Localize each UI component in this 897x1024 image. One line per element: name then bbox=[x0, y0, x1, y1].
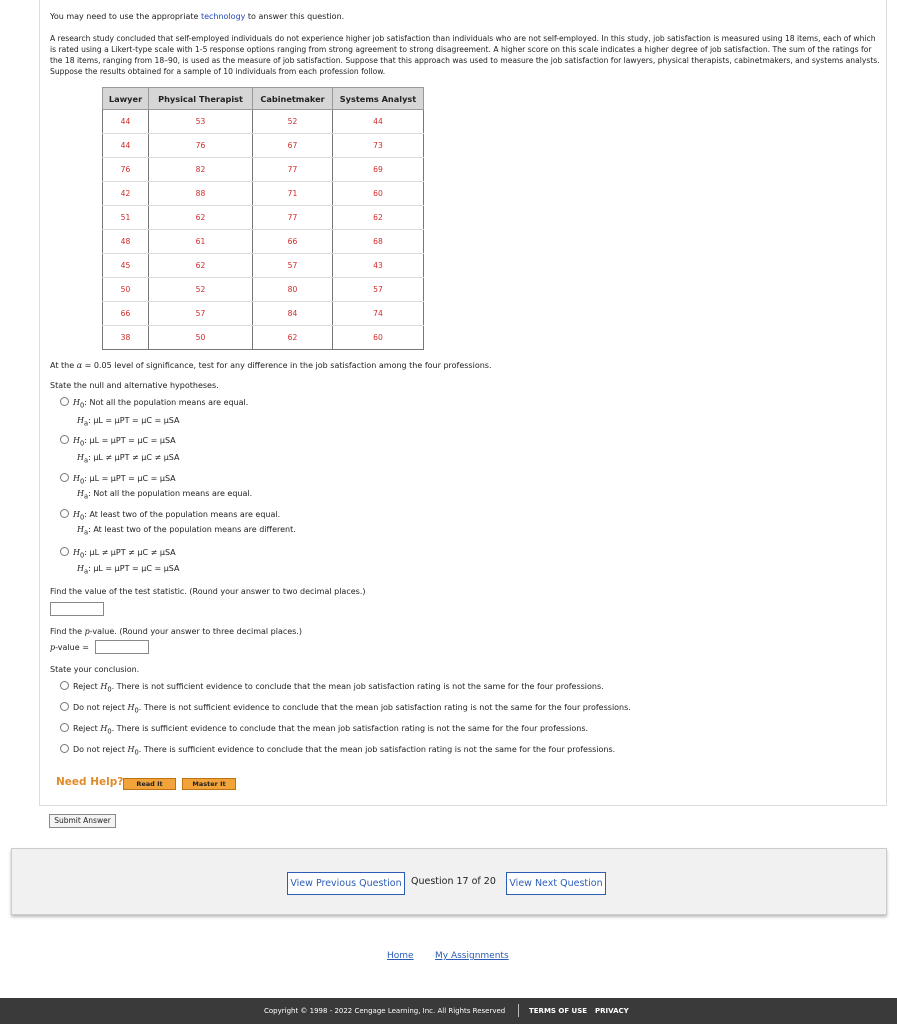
table-cell: 52 bbox=[253, 110, 333, 134]
intro-suffix: to answer this question. bbox=[247, 12, 345, 21]
question-body bbox=[50, 11, 880, 77]
question-paragraph: A research study concluded that self-employed individuals do not experience higher job satisfaction than individuals who are not self-employed. In this study, job satisfaction is measured using 18 items, each of which is rated using a Likert-type scale with 1-5 response options ranging from strong agreement to strong disagreement. A higher score on this scale indicates a higher degree of job satisfaction. The sum of the ratings for the 18 items, ranging from 18–90, is used as the measure of job satisfaction. Suppose that this approach was used to measure the job satisfaction for lawyers, physical therapists, cabinetmakers, and systems analysts. Suppose the results obtained for a sample of 10 individuals from each profession follow. bbox=[50, 34, 880, 76]
radio-button[interactable] bbox=[60, 397, 69, 406]
conclusion-option-1[interactable]: Reject $H_0$. There is not sufficient evidence to conclude that the mean job satisfaction rating is not the same for the four professions. bbox=[60, 681, 604, 694]
radio-button[interactable] bbox=[60, 473, 69, 482]
table-cell: 50 bbox=[103, 278, 149, 302]
conclusion-prompt: State your conclusion. bbox=[50, 665, 140, 674]
table-cell: 44 bbox=[103, 134, 149, 158]
question-navigation-bar bbox=[11, 848, 887, 915]
h0-text: : μL = μPT = μC = μSA bbox=[84, 474, 176, 483]
table-cell: 66 bbox=[103, 302, 149, 326]
conclusion-option-3[interactable]: Reject $H_0$. There is sufficient evidence to conclude that the mean job satisfaction rating is not the same for the four professions. bbox=[60, 723, 588, 736]
hypothesis-option-5[interactable]: $H_0$: μL ≠ μPT ≠ μC ≠ μSA bbox=[60, 547, 176, 560]
conclusion-text: . There is not sufficient evidence to conclude that the mean job satisfaction rating is not the same for the four professions. bbox=[111, 682, 604, 691]
satisfaction-table bbox=[102, 87, 424, 350]
test-statistic-input[interactable] bbox=[50, 602, 104, 616]
view-next-question-button[interactable]: View Next Question bbox=[506, 872, 606, 895]
need-help-label: Need Help? bbox=[56, 776, 124, 788]
p-value-input[interactable] bbox=[95, 640, 149, 654]
hypotheses-prompt: State the null and alternative hypotheses. bbox=[50, 381, 219, 390]
test-statistic-prompt: Find the value of the test statistic. (Round your answer to two decimal places.) bbox=[50, 587, 366, 596]
radio-button[interactable] bbox=[60, 681, 69, 690]
hypothesis-option-3[interactable]: $H_0$: μL = μPT = μC = μSA bbox=[60, 473, 176, 486]
table-row bbox=[103, 278, 424, 302]
h0-text: : μL = μPT = μC = μSA bbox=[84, 436, 176, 445]
ha-text: : Not all the population means are equal. bbox=[88, 489, 253, 498]
terms-of-use-link[interactable]: TERMS OF USE bbox=[529, 1007, 588, 1015]
table-cell: 74 bbox=[333, 302, 424, 326]
significance-prefix: At the bbox=[50, 361, 75, 370]
table-row bbox=[103, 230, 424, 254]
table-cell: 62 bbox=[253, 326, 333, 350]
header-cabinetmaker: Cabinetmaker bbox=[253, 88, 333, 110]
ha-text: : At least two of the population means are different. bbox=[88, 525, 296, 534]
radio-button[interactable] bbox=[60, 547, 69, 556]
ha-text: : μL ≠ μPT ≠ μC ≠ μSA bbox=[88, 453, 180, 462]
header-physical-therapist: Physical Therapist bbox=[149, 88, 253, 110]
hypothesis-option-5-ha: $H_a$: μL = μPT = μC = μSA bbox=[77, 564, 180, 576]
table-cell: 69 bbox=[333, 158, 424, 182]
table-cell: 38 bbox=[103, 326, 149, 350]
hypothesis-option-2[interactable]: $H_0$: μL = μPT = μC = μSA bbox=[60, 435, 176, 448]
table-cell: 62 bbox=[149, 254, 253, 278]
p-value-prompt bbox=[50, 627, 302, 636]
conclusion-option-2[interactable]: Do not reject $H_0$. There is not sufficient evidence to conclude that the mean job satisfaction rating is not the same for the four professions. bbox=[60, 702, 631, 715]
table-cell: 76 bbox=[149, 134, 253, 158]
table-cell: 45 bbox=[103, 254, 149, 278]
table-cell: 51 bbox=[103, 206, 149, 230]
copyright-text: Copyright © 1998 - 2022 Cengage Learning, Inc. All Rights Reserved bbox=[264, 1007, 506, 1015]
table-cell: 67 bbox=[253, 134, 333, 158]
privacy-link[interactable]: PRIVACY bbox=[595, 1007, 629, 1015]
table-cell: 73 bbox=[333, 134, 424, 158]
table-cell: 66 bbox=[253, 230, 333, 254]
p-value-label bbox=[50, 643, 89, 652]
conclusion-option-4[interactable]: Do not reject $H_0$. There is sufficient evidence to conclude that the mean job satisfaction rating is not the same for the four professions. bbox=[60, 744, 615, 757]
hypothesis-option-3-ha: $H_a$: Not all the population means are equal. bbox=[77, 489, 253, 501]
table-row bbox=[103, 110, 424, 134]
p-prompt-prefix: Find the bbox=[50, 627, 83, 636]
table-row bbox=[103, 206, 424, 230]
question-panel bbox=[39, 0, 887, 806]
table-row bbox=[103, 302, 424, 326]
table-row bbox=[103, 254, 424, 278]
conclusion-text: . There is sufficient evidence to conclude that the mean job satisfaction rating is not the same for the four professions. bbox=[138, 745, 616, 754]
p-prompt-p: p bbox=[84, 627, 90, 636]
p-prompt-suffix: -value. (Round your answer to three decimal places.) bbox=[89, 627, 303, 636]
technology-link[interactable]: technology bbox=[200, 12, 246, 21]
conclusion-text: . There is not sufficient evidence to conclude that the mean job satisfaction rating is not the same for the four professions. bbox=[138, 703, 631, 712]
ha-text: : μL = μPT = μC = μSA bbox=[88, 564, 180, 573]
conclusion-lead: Do not reject bbox=[73, 703, 125, 712]
submit-answer-button[interactable]: Submit Answer bbox=[49, 814, 116, 828]
table-cell: 77 bbox=[253, 158, 333, 182]
table-cell: 57 bbox=[149, 302, 253, 326]
table-cell: 44 bbox=[333, 110, 424, 134]
header-lawyer: Lawyer bbox=[103, 88, 149, 110]
my-assignments-link[interactable]: My Assignments bbox=[435, 951, 509, 961]
radio-button[interactable] bbox=[60, 435, 69, 444]
significance-suffix: = 0.05 level of significance, test for any difference in the job satisfaction among the four professions. bbox=[84, 361, 492, 370]
master-it-button[interactable]: Master It bbox=[182, 778, 236, 790]
home-link[interactable]: Home bbox=[387, 951, 414, 961]
alpha-symbol: α bbox=[76, 361, 83, 370]
table-row bbox=[103, 158, 424, 182]
table-cell: 76 bbox=[103, 158, 149, 182]
ha-text: : μL = μPT = μC = μSA bbox=[88, 416, 180, 425]
table-row bbox=[103, 326, 424, 350]
table-cell: 60 bbox=[333, 182, 424, 206]
table-cell: 50 bbox=[149, 326, 253, 350]
radio-button[interactable] bbox=[60, 509, 69, 518]
table-cell: 80 bbox=[253, 278, 333, 302]
table-cell: 61 bbox=[149, 230, 253, 254]
p-label-p: p bbox=[50, 643, 56, 652]
radio-button[interactable] bbox=[60, 723, 69, 732]
table-cell: 57 bbox=[253, 254, 333, 278]
table-row bbox=[103, 134, 424, 158]
h0-text: : At least two of the population means are equal. bbox=[84, 510, 281, 519]
table-cell: 88 bbox=[149, 182, 253, 206]
p-label-suffix: -value = bbox=[55, 643, 89, 652]
hypothesis-option-1-ha: $H_a$: μL = μPT = μC = μSA bbox=[77, 416, 180, 428]
table-cell: 42 bbox=[103, 182, 149, 206]
read-it-button[interactable]: Read It bbox=[123, 778, 176, 790]
conclusion-lead: Reject bbox=[73, 682, 98, 691]
table-cell: 57 bbox=[333, 278, 424, 302]
conclusion-lead: Do not reject bbox=[73, 745, 125, 754]
table-cell: 60 bbox=[333, 326, 424, 350]
view-previous-question-button[interactable]: View Previous Question bbox=[287, 872, 405, 895]
h0-text: : Not all the population means are equal. bbox=[84, 398, 249, 407]
intro-line bbox=[50, 11, 880, 22]
intro-prefix: You may need to use the appropriate bbox=[50, 12, 199, 21]
significance-line bbox=[50, 361, 492, 370]
table-cell: 77 bbox=[253, 206, 333, 230]
hypothesis-option-4-ha: $H_a$: At least two of the population means are different. bbox=[77, 525, 296, 537]
footer-divider bbox=[518, 1004, 519, 1017]
table-cell: 62 bbox=[149, 206, 253, 230]
page-footer bbox=[0, 998, 897, 1024]
question-counter: Question 17 of 20 bbox=[411, 876, 496, 887]
table-cell: 68 bbox=[333, 230, 424, 254]
table-cell: 52 bbox=[149, 278, 253, 302]
radio-button[interactable] bbox=[60, 702, 69, 711]
hypothesis-option-2-ha: $H_a$: μL ≠ μPT ≠ μC ≠ μSA bbox=[77, 453, 180, 465]
radio-button[interactable] bbox=[60, 744, 69, 753]
hypothesis-option-1[interactable]: $H_0$: Not all the population means are equal. bbox=[60, 397, 248, 410]
table-cell: 84 bbox=[253, 302, 333, 326]
hypothesis-option-4[interactable]: $H_0$: At least two of the population means are equal. bbox=[60, 509, 280, 522]
table-row bbox=[103, 182, 424, 206]
table-cell: 62 bbox=[333, 206, 424, 230]
conclusion-lead: Reject bbox=[73, 724, 98, 733]
header-systems-analyst: Systems Analyst bbox=[333, 88, 424, 110]
table-cell: 71 bbox=[253, 182, 333, 206]
table-cell: 53 bbox=[149, 110, 253, 134]
h0-text: : μL ≠ μPT ≠ μC ≠ μSA bbox=[84, 548, 176, 557]
table-cell: 44 bbox=[103, 110, 149, 134]
table-cell: 82 bbox=[149, 158, 253, 182]
table-cell: 48 bbox=[103, 230, 149, 254]
table-cell: 43 bbox=[333, 254, 424, 278]
conclusion-text: . There is sufficient evidence to conclude that the mean job satisfaction rating is not the same for the four professions. bbox=[111, 724, 589, 733]
